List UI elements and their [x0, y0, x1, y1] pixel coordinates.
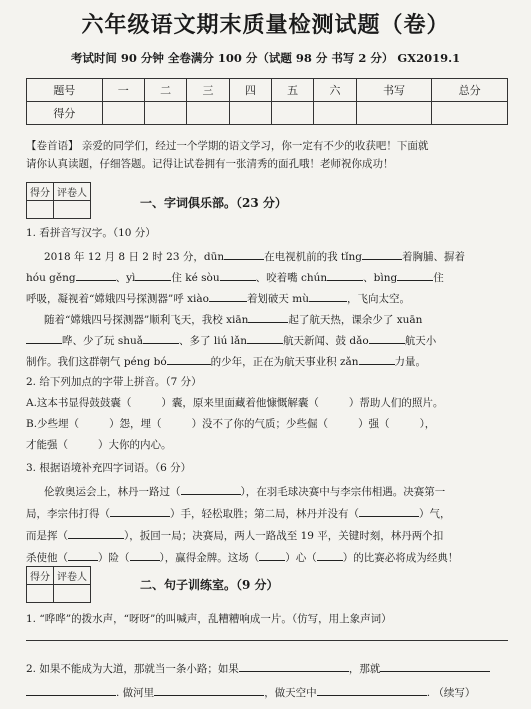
- answer-blank[interactable]: [143, 332, 179, 344]
- s2-q2-line1: 2. 如果不能成为大道，那就当一条小路；如果 ，那就: [26, 660, 490, 676]
- q2-title: 2. 给下列加点的字带上拼音。（7 分）: [26, 376, 202, 388]
- q3-line: 局，李宗伟打得（ ）手，轻松取胜；第二局，林丹并没有（ ）气，: [26, 505, 451, 521]
- score-header-cell: 五: [272, 79, 314, 102]
- answer-blank[interactable]: [135, 269, 171, 281]
- answer-blank[interactable]: [68, 549, 98, 561]
- answer-blank[interactable]: [130, 549, 160, 561]
- score-blank-cell[interactable]: [229, 102, 271, 125]
- grader-reviewer-label: 评卷人: [54, 567, 91, 585]
- exam-title: 六年级语文期末质量检测试题（卷）: [81, 12, 450, 38]
- score-table-header-row: [27, 79, 508, 102]
- section2-heading: 二、句子训练室。（9 分）: [140, 578, 279, 592]
- score-blank-cell[interactable]: [314, 102, 356, 125]
- q1-line: 随着“嫦娥四号探测器”顺利飞天，我校 xiān 起了航天热，课余少了 xuān: [44, 311, 422, 327]
- q3-line: 而是挥（ ），扳回一局；决赛局，两人一路战至 19 平，关键时刻，林丹两个扣: [26, 527, 443, 543]
- s2-q2-line2: . 做河里 ，做天空中 . （续写）: [26, 684, 475, 700]
- score-table: [26, 78, 508, 125]
- q2-line: A.这本书显得鼓鼓囊（ ）囊，原来里面藏着他慷慨解囊（ ）帮助人们的照片。: [26, 397, 444, 409]
- grader-reviewer-blank[interactable]: [54, 585, 91, 603]
- section1-heading: 一、字词俱乐部。（23 分）: [140, 196, 287, 210]
- answer-blank[interactable]: [359, 353, 395, 365]
- q2-line: B.少些埋（ ）怨，埋（ ）没不了你的气质；少些倔（ ）强（ ），: [26, 418, 436, 430]
- score-table-score-row: [27, 102, 508, 125]
- answer-blank[interactable]: [380, 660, 490, 672]
- answer-blank[interactable]: [327, 269, 363, 281]
- q1-line: hóu gěng 、yì 住 ké sòu 、咬着嘴 chún 、bìng 住: [26, 269, 444, 285]
- answer-blank[interactable]: [362, 248, 402, 260]
- intro-line-1: 【卷首语】 亲爱的同学们，经过一个学期的语文学习，你一定有不少的收获吧！下面就: [26, 140, 429, 152]
- score-header-cell: 一: [102, 79, 144, 102]
- answer-blank[interactable]: [110, 505, 170, 517]
- grader-box-section1: [26, 182, 91, 219]
- answer-blank[interactable]: [239, 660, 349, 672]
- q1-line: 哗、少了玩 shuǎ 、多了 liú lǎn 航天新闻、鼓 dǎo 航天小: [26, 332, 436, 348]
- answer-blank[interactable]: [26, 332, 62, 344]
- score-header-cell: 三: [187, 79, 229, 102]
- grader-score-label: 得分: [27, 183, 54, 201]
- exam-info: 考试时间 90 分钟 全卷满分 100 分（试题 98 分 书写 2 分） GX2019.1: [70, 51, 461, 65]
- answer-blank[interactable]: [181, 483, 241, 495]
- answer-blank[interactable]: [68, 527, 124, 539]
- answer-blank[interactable]: [317, 549, 343, 561]
- answer-blank[interactable]: [167, 353, 211, 365]
- q1-line: 制作。我们这群朝气 péng bó 的少年，正在为航天事业积 zǎn 力量。: [26, 353, 426, 369]
- score-header-cell: 书写: [356, 79, 432, 102]
- score-header-cell: 四: [229, 79, 271, 102]
- answer-blank[interactable]: [317, 684, 427, 696]
- q1-title: 1. 看拼音写汉字。（10 分）: [26, 227, 156, 239]
- q1-line: 2018 年 12 月 8 日 2 时 23 分，dūn 在电视机前的我 tǐng 着胸脯、摒着: [44, 248, 465, 264]
- score-header-cell: 六: [314, 79, 356, 102]
- answer-line[interactable]: [26, 640, 508, 641]
- grader-reviewer-blank[interactable]: [54, 201, 91, 219]
- grader-score-blank[interactable]: [27, 585, 54, 603]
- answer-blank[interactable]: [26, 684, 116, 696]
- score-blank-cell[interactable]: [272, 102, 314, 125]
- answer-blank[interactable]: [397, 269, 433, 281]
- score-header-cell: 总分: [432, 79, 508, 102]
- q3-title: 3. 根据语境补充四字词语。（6 分）: [26, 462, 192, 474]
- score-blank-cell[interactable]: [432, 102, 508, 125]
- grader-box-section2: [26, 566, 91, 603]
- score-blank-cell[interactable]: [187, 102, 229, 125]
- grader-score-blank[interactable]: [27, 201, 54, 219]
- answer-blank[interactable]: [259, 549, 285, 561]
- answer-blank[interactable]: [248, 311, 288, 323]
- intro-line-2: 请你认真读题，仔细答题。记得让试卷拥有一张清秀的面孔哦！老师祝你成功！: [26, 158, 394, 170]
- q3-line: 杀使他（ ）险（ ），赢得金牌。这场（ ）心（ ）的比赛必将成为经典！: [26, 549, 458, 565]
- q1-line: 呼吸，凝视着“嫦娥四号探测器”呼 xiào 着划破天 mù ，飞向太空。: [26, 290, 410, 306]
- s2-q1-text: 1. “哗哗”的拨水声，“呀呀”的叫喊声，乱糟糟响成一片。（仿写，用上象声词）: [26, 613, 392, 625]
- answer-blank[interactable]: [369, 332, 405, 344]
- answer-blank[interactable]: [247, 332, 283, 344]
- grader-reviewer-label: 评卷人: [54, 183, 91, 201]
- answer-blank[interactable]: [309, 290, 347, 302]
- score-blank-cell[interactable]: [102, 102, 144, 125]
- score-header-cell: 题号: [27, 79, 103, 102]
- grader-score-label: 得分: [27, 567, 54, 585]
- answer-blank[interactable]: [224, 248, 264, 260]
- answer-blank[interactable]: [154, 684, 264, 696]
- score-header-cell: 二: [144, 79, 186, 102]
- q2-line: 才能强（ ）大你的内心。: [26, 439, 172, 451]
- answer-blank[interactable]: [209, 290, 247, 302]
- score-blank-cell[interactable]: [356, 102, 432, 125]
- answer-blank[interactable]: [76, 269, 116, 281]
- score-blank-cell[interactable]: [144, 102, 186, 125]
- answer-blank[interactable]: [359, 505, 419, 517]
- score-row-label: 得分: [27, 102, 103, 125]
- answer-blank[interactable]: [220, 269, 256, 281]
- q3-line: 伦敦奥运会上，林丹一路过（ ），在羽毛球决赛中与李宗伟相遇。决赛第一: [44, 483, 445, 499]
